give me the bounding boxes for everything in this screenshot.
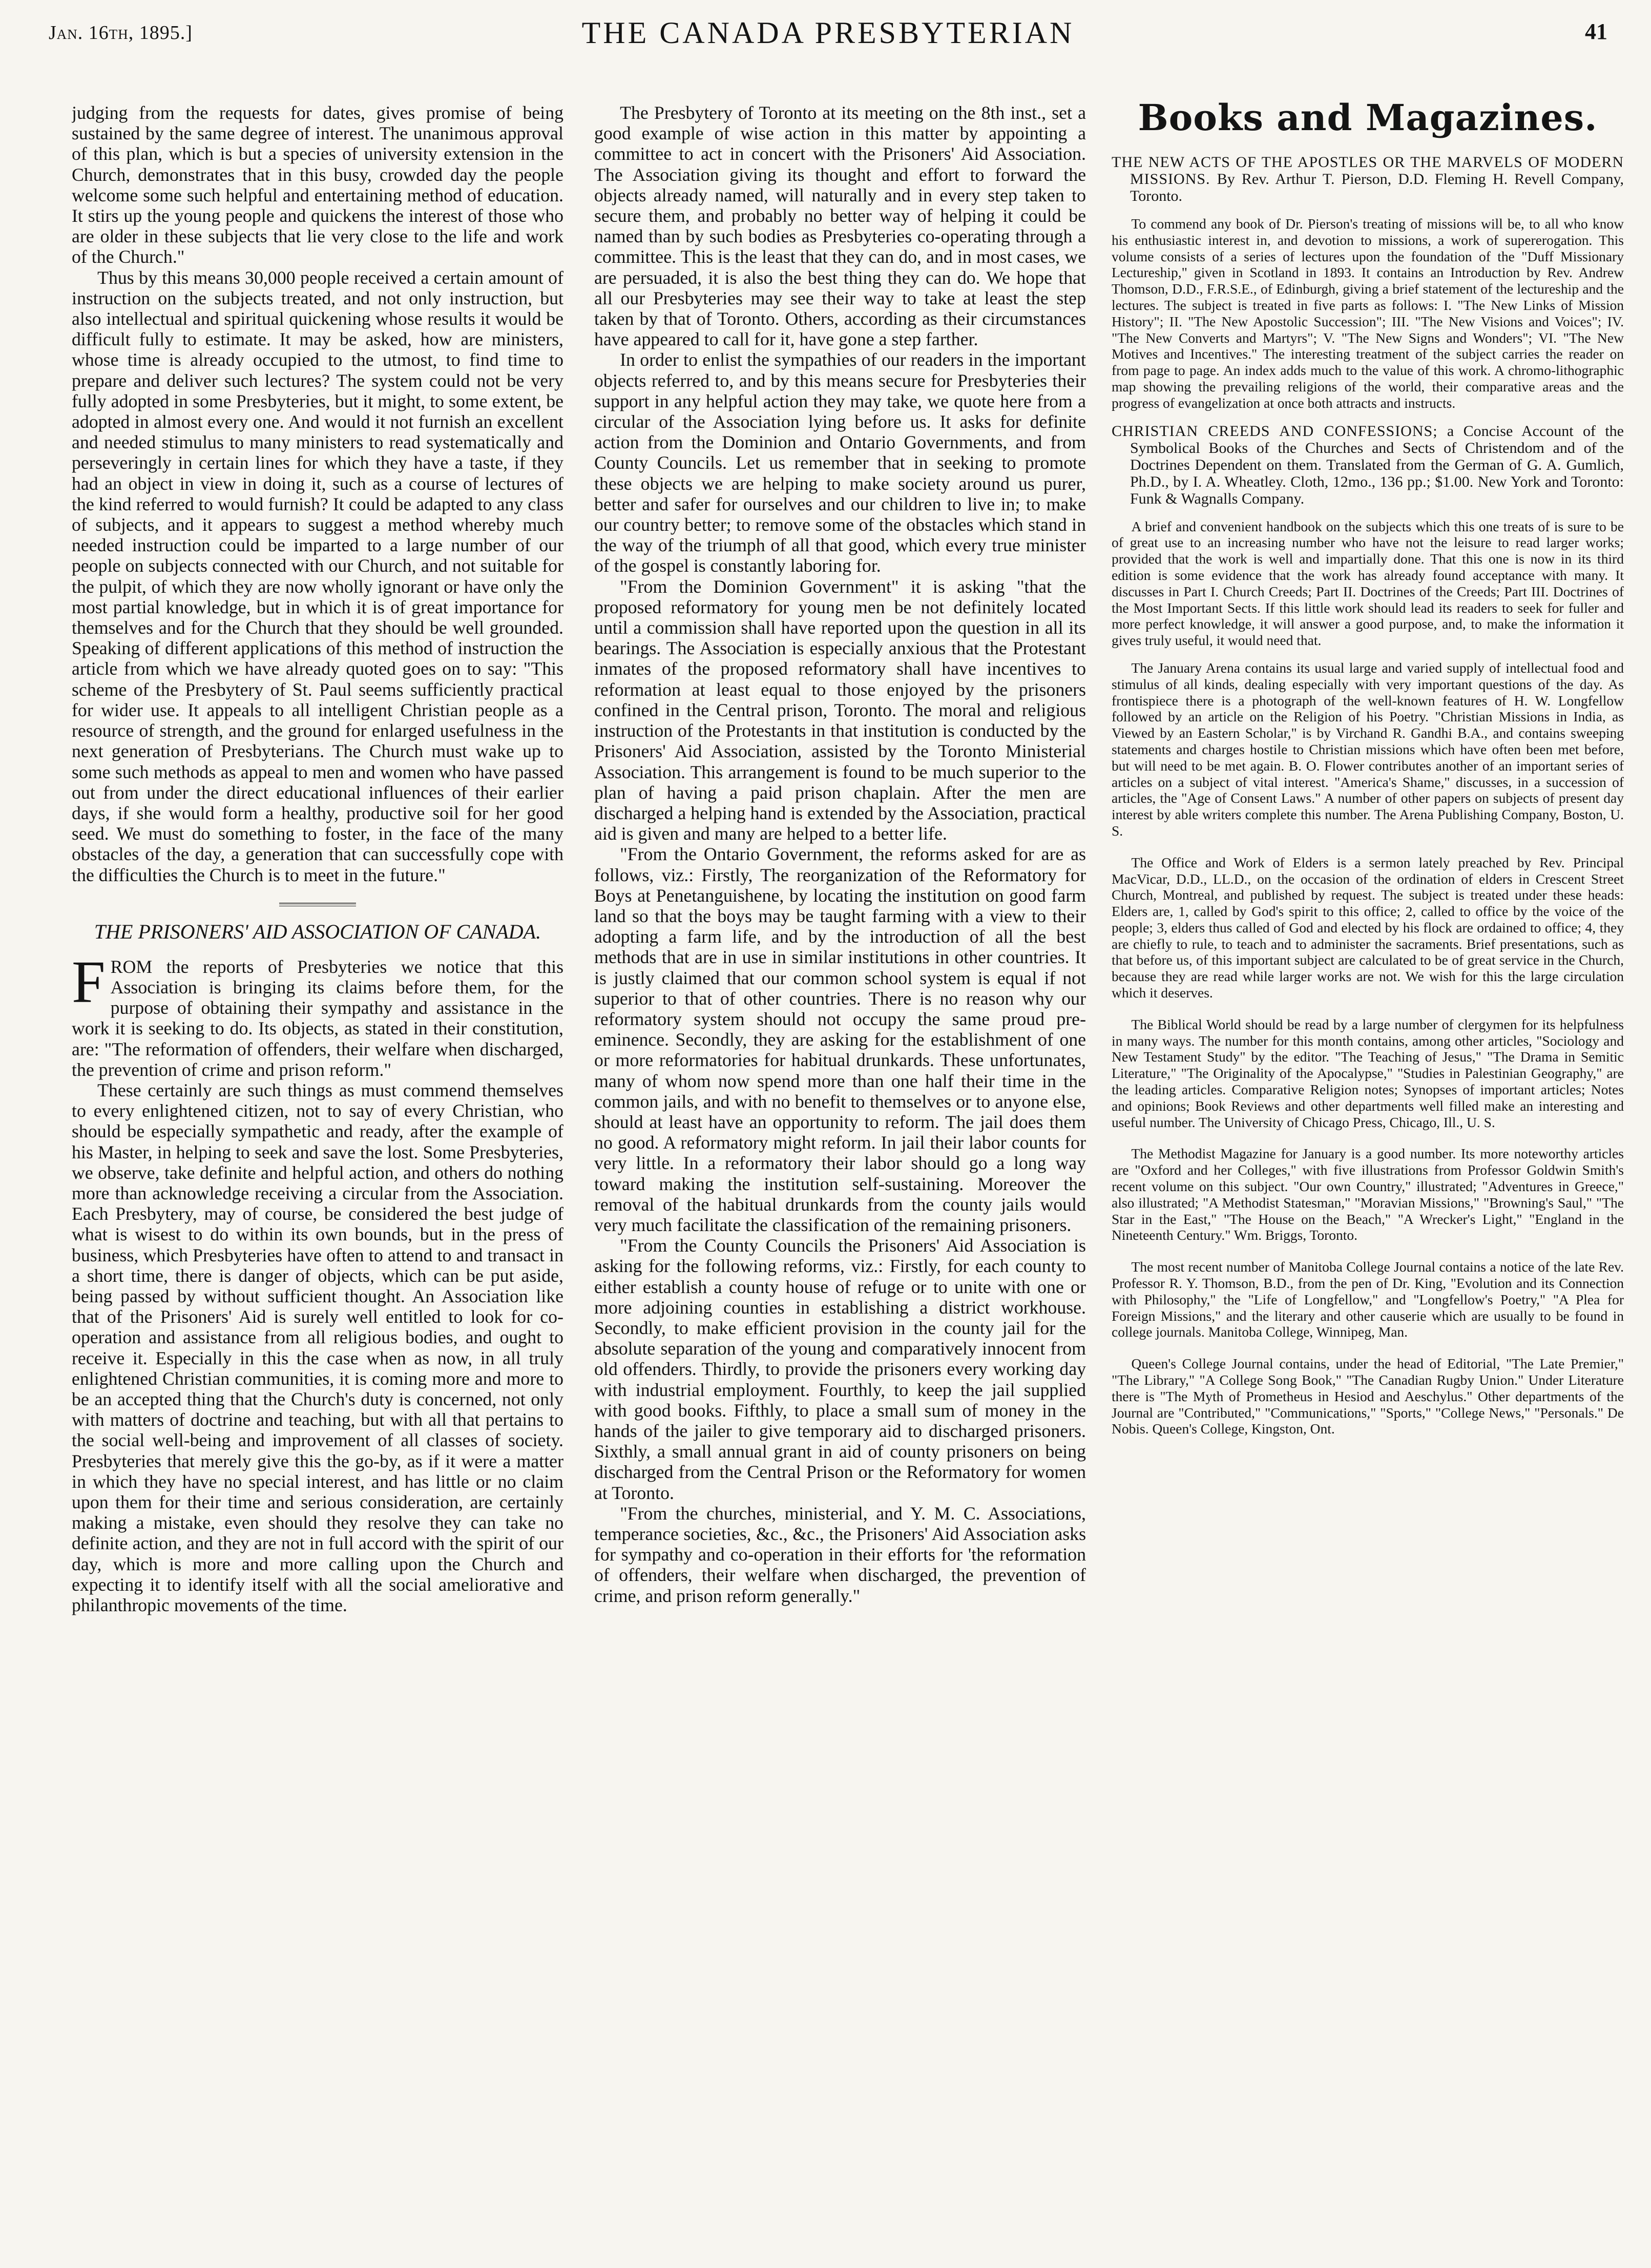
spacer	[1112, 1340, 1624, 1356]
magazine-notice: The Office and Work of Elders is a sermon lately preached by Rev. Principal MacVicar, D.D., LL.D., on the occasion of the ordination of elders in Crescent Street Church, Montreal, and published by request. The subject is treated under these heads: Elders are, 1, called by God's spirit to this office; 2, called to office by the voice of the people; 3, elders thus called of God and elected by his flock are ordained to office; 4, they are chiefly to rule, to teach and to administer the sacraments. Brief presentations, such as that before us, of this important subject are calculated to be of great service in the Church, because they are read while larger works are not. We wish for this the large circulation which it deserves.	[1112, 854, 1624, 1001]
magazine-notice: Queen's College Journal contains, under the head of Editorial, "The Late Premier," "The Library," "A College Song Book," "The Canadian Rugby Union." Under Literature there is "The Myth of Prometheus in Hesiod and Aeschylus." Other departments of the Journal are "Contributed," "Communications," "Sports," "College News," "Personals." De Nobis. Queen's College, Kingston, Ont.	[1112, 1356, 1624, 1437]
book-title: THE NEW ACTS OF THE APOSTLES OR THE MARVELS OF MODERN MISSIONS.	[1112, 154, 1624, 188]
column-3	[1112, 102, 1624, 2254]
review-text: To commend any book of Dr. Pierson's treating of missions will be, to all who know his enthusiastic interest in, and devotion to missions, a work of supererogation. This volume consists of a series of lectures upon the foundation of the "Duff Missionary Lectureship," given in Scotland in 1893. It contains an Introduction by Rev. Andrew Thomson, D.D., F.R.S.E., of Edinburgh, giving a brief statement of the lectureship and the lectures. The subject is treated in five parts as follows: I. "The New Links of Mission History"; II. "The New Apostolic Succession"; III. "The New Visions and Voices"; IV. "The New Converts and Martyrs"; V. "The New Signs and Wonders"; VI. "The New Motives and Incentives." The interesting treatment of the subject carries the reader on from page to page. An index adds much to the value of this work. A chromo-lithographic map showing the prevailing religions of the world, their comparative areas and the progress of evangelization at once both attracts and instructs.	[1112, 216, 1624, 411]
book-details: a Concise Account of the Symbolical Books of the Churches and Sects of Christendom and of the Doctrines Dependent on them. Translated from the German of G. A. Gumlich, Ph.D., by I. A. Wheatley. Cloth, 12mo., 136 pp.; $1.00. New York and Toronto: Funk & Wagnalls Company.	[1130, 422, 1624, 507]
magazine-notice: The most recent number of Manitoba College Journal contains a notice of the late Rev. Professor R. Y. Thomson, B.D., from the pen of Dr. King, "Evolution and its Connection with Philosophy," the "Life of Longfellow," and "Longfellow's Poetry," "A Plea for Foreign Missions," and the literary and other causerie which are usually to be found in college journals. Manitoba College, Winnipeg, Man.	[1112, 1259, 1624, 1340]
book-title: CHRISTIAN CREEDS AND CONFESSIONS;	[1112, 422, 1438, 440]
book-citation	[1112, 423, 1624, 507]
article-paragraph: judging from the requests for dates, gives promise of being sustained by the same degree of interest. The unanimous approval of this plan, which is but a species of university extension in the Church, demonstrates that in this busy, crowded day the people welcome some such helpful and entertaining method of education. It stirs up the young people and quickens the interest of those who are older in these subjects that lie very close to the life and work of the Church."	[72, 102, 563, 267]
drop-cap: F	[72, 948, 106, 1015]
article-paragraph	[72, 948, 563, 1080]
article-paragraph: Thus by this means 30,000 people received a certain amount of instruction on the subjects treated, and not only instruction, but also intellectual and spiritual quickening whose results it would be difficult fully to estimate. It may be asked, how are ministers, whose time is already occupied to the utmost, to find time to prepare and deliver such lectures? The system could not be very fully adopted in some Presbyteries, but it might, to some extent, be adopted in almost every one. And would it not furnish an excellent and needed stimulus to many ministers to read systematically and perseveringly in certain lines for which they have a taste, if they had an object in view in doing it, such as a course of lectures of the kind referred to would furnish? It could be adapted to any class of subjects, and it appears to suggest a method whereby much needed instruction could be imparted to a large number of our people on subjects connected with our Church, and not suitable for the pulpit, of which they are now wholly ignorant or have only the most partial knowledge, but in which it is of great importance for themselves and for the Church that they should be well grounded. Speaking of different applications of this method of instruction the article from which we have already quoted goes on to say: "This scheme of the Presbytery of St. Paul seems sufficiently practical for wider use. It appeals to all intelligent Christian people as a resource of strength, and the ground for enlarged usefulness in the next generation of Presbyterians. The Church must wake up to some such methods as appeal to men and women who have passed out from under the direct educational influences of their earlier days, if she would form a healthy, productive soil for her good seed. We must do something to foster, in the face of the many obstacles of the day, a generation that can successfully cope with the difficulties the Church is to meet in the future."	[72, 267, 563, 885]
page-header	[49, 11, 1607, 52]
book-citation	[1112, 154, 1624, 204]
spacer	[1112, 1130, 1624, 1146]
book-details: By Rev. Arthur T. Pierson, D.D. Fleming H. Revell Company, Toronto.	[1130, 171, 1624, 204]
publication-title: THE CANADA PRESBYTERIAN	[581, 16, 1075, 50]
article-paragraph: In order to enlist the sympathies of our readers in the important objects referred to, and by this means secure for Presbyteries their support in any helpful action they may take, we quote here from a circular of the Association lying before us. It asks for definite action from the Dominion and Ontario Governments, and from County Councils. Let us remember that in seeking to promote these objects we are helping to make society around us purer, better and safer for ourselves and our children to live in; to make our country better; to remove some of the obstacles which stand in the way of the triumph of all that good, which every true minister of the gospel is constantly laboring for.	[594, 349, 1086, 576]
book-review	[1112, 423, 1624, 649]
article-paragraph: The Presbytery of Toronto at its meeting on the 8th inst., set a good example of wise action in this matter by appointing a committee to act in concert with the Prisoners' Aid Association. The Association giving its thought and effort to forward the objects already named, will naturally and in every step taken to secure them, and probably no better way of helping it could be named than by such bodies as Presbyteries co-operating through a committee. This is the least that they can do, and in most cases, we are persuaded, it is also the best thing they can do. We hope that all our Presbyteries may see their way to take at least the step taken by that of Toronto. Others, according as their circumstances have appeared to call for it, have gone a step farther.	[594, 102, 1086, 350]
issue-date: Jan. 16th, 1895.]	[49, 22, 193, 44]
column-1	[72, 102, 563, 2254]
spacer	[1112, 839, 1624, 855]
magazine-notice: The Methodist Magazine for January is a good number. Its more noteworthy articles are "Oxford and her Colleges," with five illustrations from Professor Goldwin Smith's recent volume on this subject. "Our own Country," illustrated; "Adventures in Greece," also illustrated; "A Methodist Statesman," "Moravian Missions," "Browning's Saul," "The Star in the East," "The House on the Beach," "A Wrecker's Light," "England in the Nineteenth Century." Wm. Briggs, Toronto.	[1112, 1146, 1624, 1243]
spacer	[1112, 1001, 1624, 1016]
article-paragraph: "From the County Councils the Prisoners' Aid Association is asking for the following reforms, viz.: Firstly, for each county to either establish a county house of refuge or to unite with one or more adjoining counties in establishing a district workhouse. Secondly, to make efficient provision in the county jail for the absolute separation of the young and comparatively innocent from old offenders. Thirdly, to provide the prisoners every working day with industrial employment. Fourthly, to keep the jail supplied with good books. Fifthly, to place a small sum of money in the hands of the jailer to give temporary aid to discharged prisoners. Sixthly, a small annual grant in aid of county prisoners on being discharged from the Central Prison or the Reformatory for women at Toronto.	[594, 1235, 1086, 1503]
article-paragraph: "From the Dominion Government" it is asking "that the proposed reformatory for young men be not definitely located until a commission shall have reported upon the question in all its bearings. The Association is especially anxious that the Protestant inmates of the proposed reformatory shall have incentives to reformation at least equal to those enjoyed by the prisoners confined in the Central prison, Toronto. The moral and religious instruction of the Protestants in that institution is conducted by the Prisoners' Aid Association, assisted by the Toronto Ministerial Association. This arrangement is found to be much superior to the plan of having a paid prison chaplain. After the men are discharged a helping hand is extended by the Association, practical aid is given and many are helped to a better life.	[594, 576, 1086, 844]
article-paragraph: These certainly are such things as must commend themselves to every enlightened citizen, not to say of every Christian, who should be especially sympathetic and ready, after the example of his Master, in helping to seek and save the lost. Some Presbyteries, we observe, take definite and helpful action, and others do nothing more than acknowledge receiving a circular from the Association. Each Presbytery, may of course, be considered the best judge of what is wisest to do within its own bounds, but in the press of business, which Presbyteries have often to attend to and transact in a short time, there is danger of objects, which can be put aside, being passed by without sufficient thought. An Association like that of the Prisoners' Aid is surely well entitled to look for co-operation and assistance from all religious bodies, and ought to receive it. Especially in this the case when as now, in all truly enlightened Christian communities, it is coming more and more to be an accepted thing that the Church's duty is concerned, not only with matters of doctrine and teaching, but with all that pertains to the social well-being and improvement of all classes of society. Presbyteries that merely give this the go-by, as if it were a matter in which they have no special interest, and has little or no claim upon them for their time and serious consideration, are certainly making a mistake, even should they resolve they can take no definite action, and they are not in full accord with the spirit of our day, which is more and more calling upon the Church and expecting it to identify itself with all the social ameliorative and philanthropic movements of the time.	[72, 1079, 563, 1616]
drop-cap-text: ROM the reports of Presbyteries we notice that this Association is bringing its claims before them, for the purpose of obtaining their sympathy and assistance in the work it is seeking to do. Its objects, as stated in their constitution, are: "The reformation of offenders, their welfare when discharged, the prevention of crime and prison reform."	[72, 956, 563, 1080]
review-text: A brief and convenient handbook on the subjects which this one treats of is sure to be of great use to an increasing number who have not the leisure to read larger works; provided that the work is well and impartially done. That this one is now in its third edition is some evidence that the work has already found acceptance with many. It discusses in Part I. Church Creeds; Part II. Doctrines of the Creeds; Part III. Doctrines of the Most Important Sects. If this little work should lead its readers to seek for fuller and more perfect knowledge, it will answer a good purpose, and, to make the information it gives truly useful, it would need that.	[1112, 518, 1624, 649]
magazine-notice: The January Arena contains its usual large and varied supply of intellectual food and stimulus of all kinds, dealing especially with very important questions of the day. As frontispiece there is a photograph of the well-known features of H. W. Longfellow followed by an article on the Religion of his Poetry. "Christian Missions in India, as Viewed by an Eastern Scholar," is by Virchand R. Gandhi B.A., and contains sweeping statements and charges hostile to Christian missions which have often been met before, but will need to be met again. B. O. Flower contributes another of an important series of articles on a subject of vital interest. "America's Shame," discusses, in a succession of articles, the "Age of Consent Laws." A number of other papers on subjects of present day interest by able writers complete this number. The Arena Publishing Company, Boston, U. S.	[1112, 659, 1624, 839]
page-number: 41	[1585, 19, 1607, 44]
article-paragraph: "From the churches, ministerial, and Y. M. C. Associations, temperance societies, &c., &c., the Prisoners' Aid Association asks for sympathy and co-operation in their efforts for 'the reformation of offenders, their welfare when discharged, the prevention of crime, and prison reform generally."	[594, 1503, 1086, 1606]
spacer	[1112, 1243, 1624, 1259]
section-title: THE PRISONERS' AID ASSOCIATION OF CANADA.	[94, 920, 541, 943]
books-section-title: Books and Magazines.	[1138, 102, 1598, 139]
book-review	[1112, 154, 1624, 411]
article-paragraph: "From the Ontario Government, the reforms asked for are as follows, viz.: Firstly, The reorganization of the Reformatory for Boys at Penetanguishene, by locating the institution on good farm land so that the boys may be taught farming with a view to their adopting a farm life, and by the introduction of all the best methods that are in use in similar institutions in other countries. It is justly claimed that our common school system is equal if not superior to that of other countries. There is no reason why our reformatory system should not occupy the same proud pre-eminence. Secondly, they are asking for the establishment of one or more reformatories for habitual drunkards. These unfortunates, many of whom now spend more than one half their time in the common jails, and with no benefit to themselves or to anyone else, should at least have an opportunity to reform. The jail does them no good. A reformatory might reform. In jail their labor counts for very little. In a reformatory their labor should go a long way toward making the institution self-sustaining. Moreover the removal of the habitual drunkards from the county jails would very much facilitate the classification of the remaining prisoners.	[594, 844, 1086, 1235]
magazine-notice: The Biblical World should be read by a large number of clergymen for its helpfulness in many ways. The number for this month contains, among other articles, "Sociology and New Testament Study" by the editor. "The Teaching of Jesus," "The Drama in Semitic Literature," "The Originality of the Apocalypse," "Studies in Palestinian Geography," are the leading articles. Comparative Religion notes; Synopses of important articles; Notes and opinions; Book Reviews and other departments well filled make an interesting and useful number. The University of Chicago Press, Chicago, Ill., U. S.	[1112, 1016, 1624, 1130]
section-divider	[279, 903, 356, 906]
column-2	[594, 102, 1086, 2254]
